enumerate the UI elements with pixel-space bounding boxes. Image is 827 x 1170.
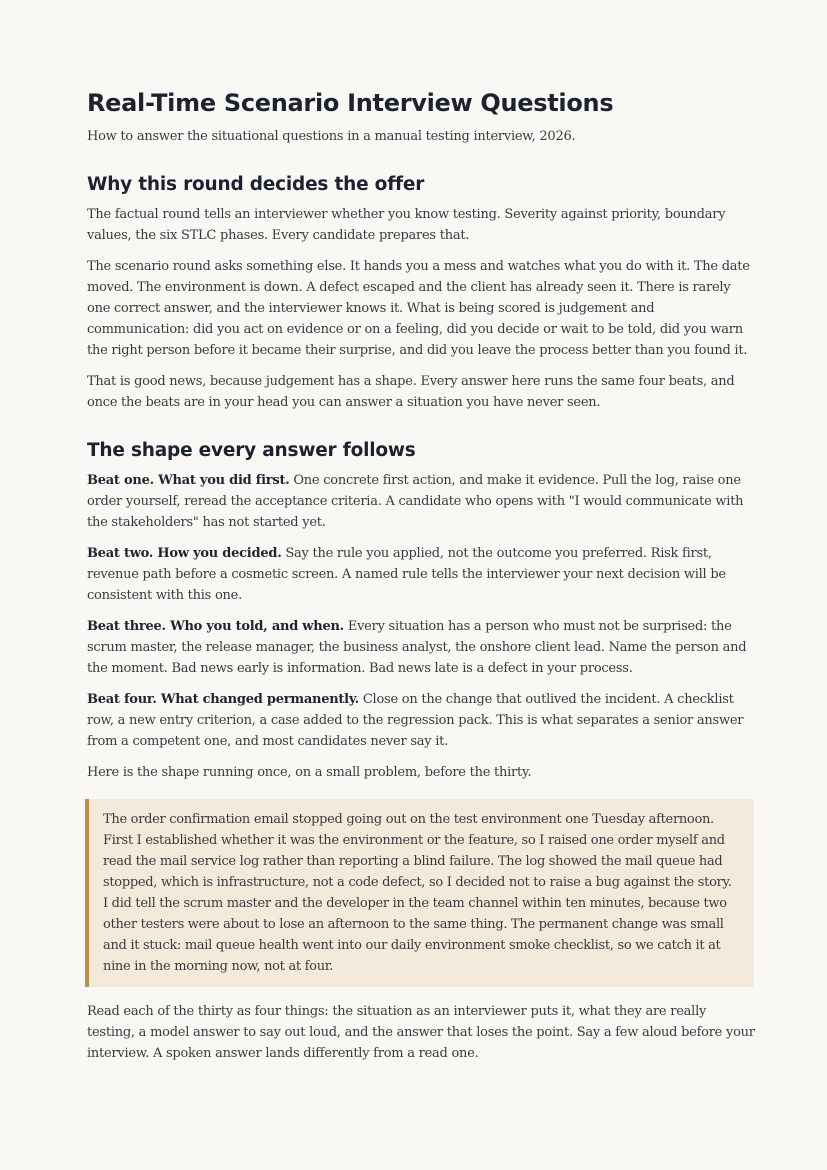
beat-label: Beat three. Who you told, and when. bbox=[87, 619, 344, 634]
page-title: Real-Time Scenario Interview Questions bbox=[87, 89, 614, 117]
beat-one-paragraph bbox=[87, 470, 757, 533]
paragraph: The scenario round asks something else. It hands you a mess and watches what you do with it. The date moved. The environment is down. A defect escaped and the client has already seen it. There is rarely one correct answer, and the interviewer knows it. What is being scored is judgement and communication: did you act on evidence or on a feeling, did you decide or wait to be told, did you warn the right person before it became their surprise, and did you leave the process better than you found it. bbox=[87, 259, 750, 358]
beat-four-paragraph bbox=[87, 689, 757, 752]
paragraph: That is good news, because judgement has a shape. Every answer here runs the same four beats, and once the beats are in your head you can answer a situation you have never seen. bbox=[87, 374, 735, 410]
beat-three-paragraph bbox=[87, 616, 757, 679]
paragraph: The factual round tells an interviewer whether you know testing. Severity against priority, boundary values, the six STLC phases. Every candidate prepares that. bbox=[87, 207, 726, 243]
page-subtitle: How to answer the situational questions in a manual testing interview, 2026. bbox=[87, 129, 576, 144]
beat-label: Beat one. What you did first. bbox=[87, 473, 290, 488]
beat-two-paragraph bbox=[87, 543, 757, 606]
beat-label: Beat four. What changed permanently. bbox=[87, 692, 359, 707]
article bbox=[87, 86, 757, 1074]
beat-label: Beat two. How you decided. bbox=[87, 546, 282, 561]
beat-text: Close on the change that outlived the incident. A checklist row, a new entry criterion, a case added to the regression pack. This is what separates a senior answer from a competent one, and most candidates never say it. bbox=[87, 692, 744, 749]
beat-text: One concrete first action, and make it evidence. Pull the log, raise one order yourself, reread the acceptance criteria. A candidate who opens with "I would communicate with the stakeholders" has not started yet. bbox=[87, 473, 744, 530]
example-intro: Here is the shape running once, on a small problem, before the thirty. bbox=[87, 765, 532, 780]
beat-text: Every situation has a person who must not be surprised: the scrum master, the release manager, the business analyst, the onshore client lead. Name the person and the moment. Bad news early is information. Bad news late is a defect in your process. bbox=[87, 619, 747, 676]
section-heading-shape: The shape every answer follows bbox=[87, 440, 416, 461]
beat-text: Say the rule you applied, not the outcome you preferred. Risk first, revenue path before a cosmetic screen. A named rule tells the interviewer your next decision will be consistent with this one. bbox=[87, 546, 726, 603]
section-heading-why: Why this round decides the offer bbox=[87, 174, 425, 195]
example-callout bbox=[85, 799, 754, 987]
closing-paragraph: Read each of the thirty as four things: the situation as an interviewer puts it, what they are really testing, a model answer to say out loud, and the answer that loses the point. Say a few aloud before your interview. A spoken answer lands differently from a read one. bbox=[87, 1004, 755, 1061]
example-text: The order confirmation email stopped going out on the test environment one Tuesday afternoon. First I established whether it was the environment or the feature, so I raised one order myself and read the mail service log rather than reporting a blind failure. The log showed the mail queue had stopped, which is infrastructure, not a code defect, so I decided not to raise a bug against the story. I did tell the scrum master and the developer in the team channel within ten minutes, because two other testers were about to lose an afternoon to the same thing. The permanent change was small and it stuck: mail queue health went into our daily environment smoke checklist, so we catch it at nine in the morning now, not at four. bbox=[103, 812, 732, 974]
